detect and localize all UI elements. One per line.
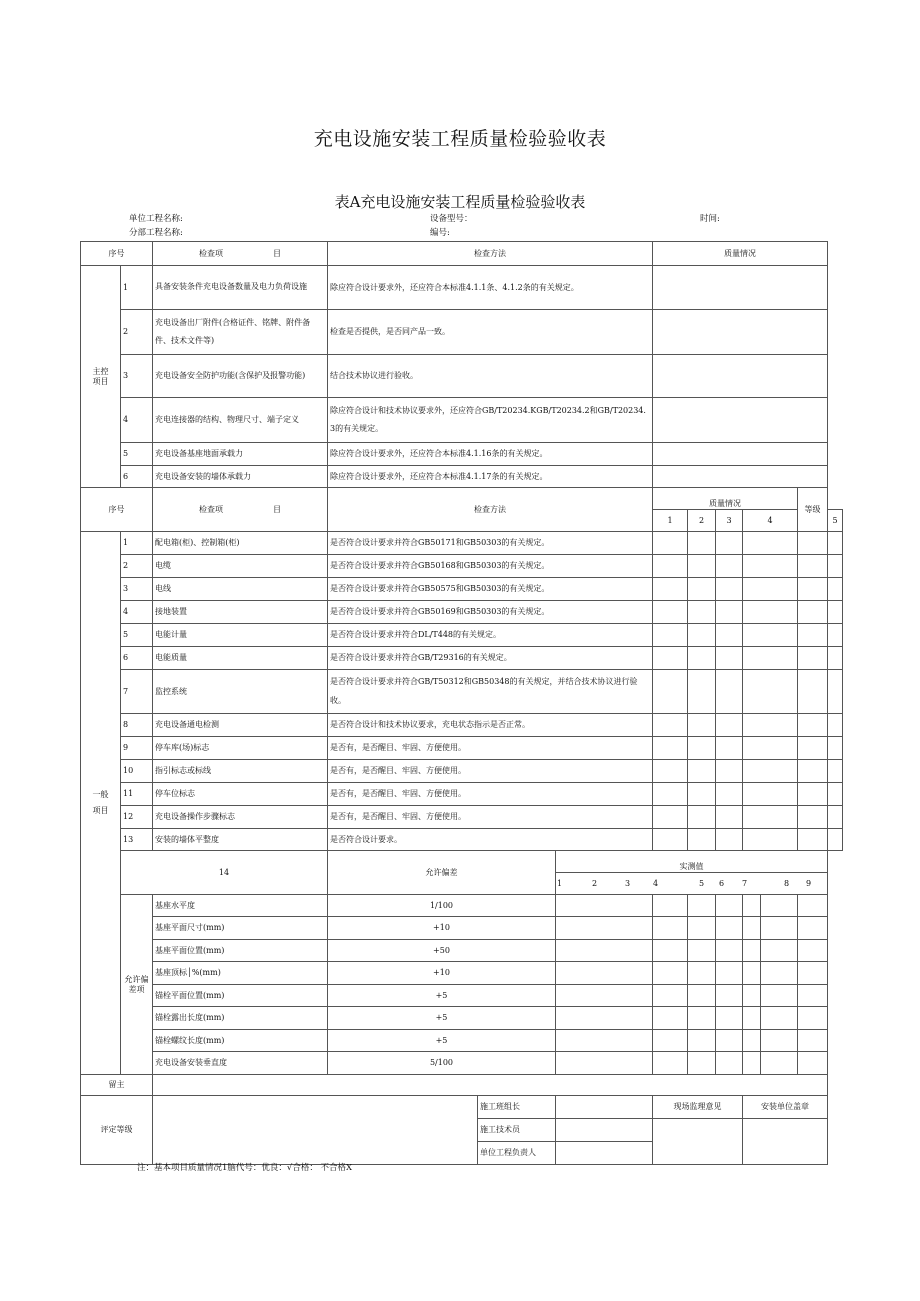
tolerance-value: 1/100: [328, 895, 556, 917]
item-cell: 电能质量: [153, 647, 328, 670]
table-row: [81, 670, 843, 714]
row-number: 5: [121, 624, 153, 647]
grade-cell[interactable]: [828, 806, 843, 829]
table-row: [81, 624, 843, 647]
grade-cell[interactable]: [828, 647, 843, 670]
quality-cell[interactable]: [653, 466, 828, 488]
measure-cell[interactable]: [653, 1030, 688, 1052]
header-method: 检查方法: [328, 488, 653, 532]
quality-cell[interactable]: [653, 443, 828, 466]
row-number: 9: [121, 737, 153, 760]
quality-cell[interactable]: [688, 624, 716, 647]
evaluation-row: [81, 1096, 843, 1119]
table-row: [81, 1007, 843, 1030]
measure-cell[interactable]: [653, 985, 688, 1007]
inspection-table: [80, 241, 843, 1165]
header-method: 检查方法: [328, 242, 653, 266]
row-number: 1: [121, 532, 153, 555]
unit-project-label: 单位工程名称:: [129, 214, 183, 224]
method-cell: 结合技术协议进行验收。: [328, 355, 653, 398]
method-cell: 检查是否提供，是否同产品一致。: [328, 310, 653, 355]
table-row: [81, 1052, 843, 1075]
quality-cell[interactable]: [653, 532, 688, 555]
evaluation-grade-cell[interactable]: [153, 1096, 478, 1165]
measure-cell[interactable]: [556, 962, 653, 985]
measure-cell[interactable]: [688, 962, 716, 985]
header-seq: 序号: [81, 242, 153, 266]
unit-leader-value[interactable]: [556, 1142, 653, 1165]
quality-cell[interactable]: [798, 760, 828, 783]
table-row: [81, 962, 843, 985]
quality-cell[interactable]: [798, 829, 828, 851]
supervision-header: 现场监理意见: [653, 1096, 743, 1119]
tolerance-value: +5: [328, 1030, 556, 1052]
item-cell: 电能计量: [153, 624, 328, 647]
grade-cell[interactable]: [828, 714, 843, 737]
remarks-label: 留主: [81, 1075, 153, 1096]
item-cell: 充电设备安装的墙体承载力: [153, 466, 328, 488]
method-cell: 除应符合设计要求外，还应符合本标准4.1.1条、4.1.2条的有关规定。: [328, 266, 653, 310]
measure-cell[interactable]: [688, 917, 716, 940]
grade-cell[interactable]: [828, 555, 843, 578]
tolerance-value: 5/100: [328, 1052, 556, 1075]
row-number: 13: [121, 829, 153, 851]
quality-cell[interactable]: [653, 310, 828, 355]
quality-cell[interactable]: [716, 532, 743, 555]
method-cell: 是否符合设计要求并符合GB/T50312和GB50348的有关规定，并结合技术协议进行验收。: [328, 670, 653, 714]
quality-cell[interactable]: [653, 760, 688, 783]
quality-cell[interactable]: [743, 532, 798, 555]
tolerance-number: 14: [121, 851, 328, 895]
measure-col-4: 4: [653, 879, 659, 888]
header-seq: 序号: [81, 488, 153, 532]
quality-cell[interactable]: [743, 601, 798, 624]
item-cell: 具备安装条件充电设备数量及电力负荷设施: [153, 266, 328, 310]
measure-cell[interactable]: [716, 985, 743, 1007]
quality-cell[interactable]: [688, 578, 716, 601]
item-cell: 锚栓露出长度(mm): [153, 1007, 328, 1030]
quality-cell[interactable]: [653, 829, 688, 851]
table-row: [81, 355, 843, 398]
main-control-group-label: 主控 项目: [81, 266, 121, 488]
remarks-cell[interactable]: [153, 1075, 828, 1096]
measure-cell[interactable]: [761, 895, 798, 917]
quality-cell[interactable]: [743, 624, 798, 647]
item-cell: 充电设备出厂附件(合格证件、铭牌、附件备件、技术文件等): [153, 310, 328, 355]
measure-cell[interactable]: [653, 1052, 688, 1075]
installer-seal-cell[interactable]: [743, 1119, 828, 1165]
table-row: [81, 555, 843, 578]
measure-cell[interactable]: [761, 1052, 798, 1075]
sub-project-label: 分部工程名称:: [129, 228, 183, 238]
row-number: 2: [121, 310, 153, 355]
measure-cell[interactable]: [798, 1030, 828, 1052]
quality-cell[interactable]: [688, 783, 716, 806]
table-row: [81, 532, 843, 555]
item-cell: 基座顶标│%(mm): [153, 962, 328, 985]
footnote: 注：基本项目质量情况1脑代号：优良：√合格： 不合格X: [137, 1163, 353, 1173]
table-row: [81, 443, 843, 466]
row-number: 4: [121, 398, 153, 443]
technician-label: 施工技术员: [478, 1119, 556, 1142]
quality-col-4: 4: [743, 510, 798, 532]
time-label: 时间:: [700, 214, 720, 224]
measure-cell[interactable]: [798, 985, 828, 1007]
quality-cell[interactable]: [653, 783, 688, 806]
measure-cell[interactable]: [743, 1052, 761, 1075]
team-leader-value[interactable]: [556, 1096, 653, 1119]
remarks-row: [81, 1075, 843, 1096]
measure-col-9: 9: [806, 879, 812, 888]
item-cell: 锚栓螺纹长度(mm): [153, 1030, 328, 1052]
table-row: [81, 760, 843, 783]
method-cell: 是否符合设计要求。: [328, 829, 653, 851]
measured-header: 实测值: [556, 851, 828, 873]
method-cell: 是否有，是否醒目、牢固、方便使用。: [328, 806, 653, 829]
evaluation-label: 评定等级: [81, 1096, 153, 1165]
quality-cell[interactable]: [716, 555, 743, 578]
quality-cell[interactable]: [653, 647, 688, 670]
measure-cell[interactable]: [653, 917, 688, 940]
grade-cell[interactable]: [828, 829, 843, 851]
header-item: 检查项 目: [153, 488, 328, 532]
row-number: 6: [121, 466, 153, 488]
measure-cell[interactable]: [653, 962, 688, 985]
measure-cell[interactable]: [716, 940, 743, 962]
measure-cell[interactable]: [688, 985, 716, 1007]
item-cell: 配电箱(柜)、控制箱(柜): [153, 532, 328, 555]
quality-cell[interactable]: [798, 806, 828, 829]
table-title: 表A充电设施安装工程质量检验验收表: [334, 193, 586, 211]
measure-cell[interactable]: [716, 962, 743, 985]
measure-cell[interactable]: [653, 940, 688, 962]
item-cell: 充电连接器的结构、物理尺寸、端子定义: [153, 398, 328, 443]
quality-cell[interactable]: [716, 624, 743, 647]
table-row: [81, 1030, 843, 1052]
tolerance-value: +10: [328, 962, 556, 985]
measure-cell[interactable]: [716, 1007, 743, 1030]
tolerance-value: +50: [328, 940, 556, 962]
table-row: [81, 895, 843, 917]
row-number: 10: [121, 760, 153, 783]
general-header-row: [81, 488, 843, 510]
item-cell: 电线: [153, 578, 328, 601]
method-cell: 是否符合设计要求并符合GB50171和GB50303的有关规定。: [328, 532, 653, 555]
tolerance-group-label: 允许偏 差项: [121, 895, 153, 1075]
method-cell: 除应符合设计要求外，还应符合本标准4.1.16条的有关规定。: [328, 443, 653, 466]
measure-cell[interactable]: [556, 917, 653, 940]
table-row: [81, 310, 843, 355]
item-cell: 监控系统: [153, 670, 328, 714]
grade-cell[interactable]: [828, 760, 843, 783]
measure-col-2: 2: [592, 879, 598, 888]
quality-cell[interactable]: [716, 829, 743, 851]
quality-cell[interactable]: [653, 266, 828, 310]
main-control-header-row: [81, 242, 843, 266]
quality-cell[interactable]: [743, 806, 798, 829]
measure-columns: [556, 873, 828, 895]
grade-cell[interactable]: [828, 601, 843, 624]
quality-cell[interactable]: [743, 714, 798, 737]
general-group-label: 一般 项目: [81, 532, 121, 1075]
measure-cell[interactable]: [743, 917, 761, 940]
measure-cell[interactable]: [688, 895, 716, 917]
method-cell: 除应符合设计要求外，还应符合本标准4.1.17条的有关规定。: [328, 466, 653, 488]
grade-cell[interactable]: [828, 783, 843, 806]
tolerance-header: 允许偏差: [328, 851, 556, 895]
quality-cell[interactable]: [743, 647, 798, 670]
quality-cell[interactable]: [798, 601, 828, 624]
item-cell: 基座平面尺寸(mm): [153, 917, 328, 940]
table-row: [81, 829, 843, 851]
measure-cell[interactable]: [761, 917, 798, 940]
quality-cell[interactable]: [798, 714, 828, 737]
item-cell: 基座水平度: [153, 895, 328, 917]
quality-col-2: 2: [688, 510, 716, 532]
method-cell: 是否有，是否醒目、牢固、方便使用。: [328, 760, 653, 783]
grade-cell[interactable]: [828, 578, 843, 601]
quality-cell[interactable]: [688, 737, 716, 760]
measure-cell[interactable]: [798, 1007, 828, 1030]
tolerance-value: +10: [328, 917, 556, 940]
measure-cell[interactable]: [556, 1007, 653, 1030]
measure-col-8: 8: [784, 879, 790, 888]
quality-cell[interactable]: [653, 670, 688, 714]
quality-cell[interactable]: [688, 806, 716, 829]
measure-cell[interactable]: [653, 895, 688, 917]
method-cell: 是否符合设计要求并符合GB50168和GB50303的有关规定。: [328, 555, 653, 578]
measure-cell[interactable]: [743, 895, 761, 917]
quality-cell[interactable]: [743, 760, 798, 783]
quality-cell[interactable]: [688, 647, 716, 670]
grade-cell[interactable]: [828, 737, 843, 760]
measure-cell[interactable]: [556, 940, 653, 962]
quality-cell[interactable]: [688, 714, 716, 737]
measure-cell[interactable]: [688, 1030, 716, 1052]
installer-seal-header: 安装单位盖章: [743, 1096, 828, 1119]
quality-cell[interactable]: [688, 555, 716, 578]
quality-cell[interactable]: [743, 783, 798, 806]
measure-cell[interactable]: [716, 895, 743, 917]
method-cell: 是否有，是否醒目、牢固、方便使用。: [328, 737, 653, 760]
measure-cell[interactable]: [798, 1052, 828, 1075]
quality-cell[interactable]: [798, 737, 828, 760]
measure-cell[interactable]: [761, 1007, 798, 1030]
item-cell: 电缆: [153, 555, 328, 578]
measure-cell[interactable]: [761, 1030, 798, 1052]
quality-cell[interactable]: [743, 578, 798, 601]
measure-cell[interactable]: [743, 962, 761, 985]
table-row: [81, 578, 843, 601]
quality-cell[interactable]: [798, 647, 828, 670]
table-row: [81, 714, 843, 737]
quality-cell[interactable]: [653, 624, 688, 647]
measure-col-6: 6: [719, 879, 725, 888]
quality-cell[interactable]: [716, 647, 743, 670]
item-cell: 指引标志或标线: [153, 760, 328, 783]
quality-cell[interactable]: [688, 532, 716, 555]
header-grade: 等级: [798, 488, 828, 532]
quality-cell[interactable]: [688, 601, 716, 624]
measure-cell[interactable]: [743, 1007, 761, 1030]
measure-cell[interactable]: [556, 1052, 653, 1075]
measure-cell[interactable]: [798, 917, 828, 940]
measure-cell[interactable]: [556, 985, 653, 1007]
method-cell: 是否符合设计要求并符合DL/T448的有关规定。: [328, 624, 653, 647]
header-quality: 质量情况: [653, 242, 828, 266]
grade-cell[interactable]: [828, 532, 843, 555]
measure-cell[interactable]: [798, 895, 828, 917]
row-number: 1: [121, 266, 153, 310]
measure-cell[interactable]: [743, 985, 761, 1007]
row-number: 11: [121, 783, 153, 806]
row-number: 3: [121, 355, 153, 398]
method-cell: 是否符合设计和技术协议要求，充电状态指示是否正常。: [328, 714, 653, 737]
quality-cell[interactable]: [653, 714, 688, 737]
quality-col-3: 3: [716, 510, 743, 532]
table-row: [81, 917, 843, 940]
tolerance-value: +5: [328, 985, 556, 1007]
measure-cell[interactable]: [653, 1007, 688, 1030]
measure-cell[interactable]: [798, 940, 828, 962]
quality-col-1: 1: [653, 510, 688, 532]
item-cell: 充电设备基座地面承载力: [153, 443, 328, 466]
quality-cell[interactable]: [716, 806, 743, 829]
table-row: [81, 466, 843, 488]
measure-cell[interactable]: [743, 940, 761, 962]
method-cell: 是否符合设计要求并符合GB50575和GB50303的有关规定。: [328, 578, 653, 601]
quality-cell[interactable]: [653, 806, 688, 829]
quality-cell[interactable]: [688, 670, 716, 714]
table-row: [81, 601, 843, 624]
measure-cell[interactable]: [556, 895, 653, 917]
measure-cell[interactable]: [761, 940, 798, 962]
item-cell: 停车位标志: [153, 783, 328, 806]
quality-col-5: 5: [828, 510, 843, 532]
measure-col-5: 5: [699, 879, 705, 888]
measure-cell[interactable]: [556, 1030, 653, 1052]
quality-cell[interactable]: [743, 737, 798, 760]
row-number: 12: [121, 806, 153, 829]
tolerance-value: +5: [328, 1007, 556, 1030]
table-row: [81, 806, 843, 829]
measure-cell[interactable]: [743, 1030, 761, 1052]
item-cell: 充电设备操作步骤标志: [153, 806, 328, 829]
item-cell: 充电设备安装垂直度: [153, 1052, 328, 1075]
measure-col-3: 3: [625, 879, 631, 888]
quality-cell[interactable]: [653, 578, 688, 601]
row-number: 6: [121, 647, 153, 670]
item-cell: 锚栓平面位置(mm): [153, 985, 328, 1007]
header-item: 检查项 目: [153, 242, 328, 266]
method-cell: 是否有，是否醒目、牢固、方便使用。: [328, 783, 653, 806]
item-cell: 安装的墙体平整度: [153, 829, 328, 851]
measure-cell[interactable]: [716, 917, 743, 940]
row-number: 3: [121, 578, 153, 601]
item-cell: 停车库(场)标志: [153, 737, 328, 760]
quality-cell[interactable]: [653, 555, 688, 578]
quality-cell[interactable]: [716, 578, 743, 601]
measure-col-1: 1: [557, 879, 563, 888]
quality-cell[interactable]: [798, 670, 828, 714]
quality-cell[interactable]: [743, 829, 798, 851]
item-cell: 充电设备通电检测: [153, 714, 328, 737]
technician-value[interactable]: [556, 1119, 653, 1142]
grade-cell[interactable]: [828, 670, 843, 714]
measure-cell[interactable]: [761, 985, 798, 1007]
supervision-cell[interactable]: [653, 1119, 743, 1165]
table-row: [81, 647, 843, 670]
row-number: 5: [121, 443, 153, 466]
measure-cell[interactable]: [798, 962, 828, 985]
quality-cell[interactable]: [716, 714, 743, 737]
method-cell: 是否符合设计要求并符合GB/T29316的有关规定。: [328, 647, 653, 670]
quality-cell[interactable]: [798, 555, 828, 578]
table-row: [81, 266, 843, 310]
measure-cell[interactable]: [716, 1052, 743, 1075]
quality-cell[interactable]: [798, 624, 828, 647]
grade-cell[interactable]: [828, 624, 843, 647]
measure-cell[interactable]: [688, 1007, 716, 1030]
quality-cell[interactable]: [653, 355, 828, 398]
quality-cell[interactable]: [743, 555, 798, 578]
quality-cell[interactable]: [798, 783, 828, 806]
quality-cell[interactable]: [688, 829, 716, 851]
table-row: [81, 985, 843, 1007]
quality-cell[interactable]: [716, 601, 743, 624]
measure-cell[interactable]: [716, 1030, 743, 1052]
quality-cell[interactable]: [798, 578, 828, 601]
measure-cell[interactable]: [688, 1052, 716, 1075]
quality-cell[interactable]: [716, 760, 743, 783]
row-number: 2: [121, 555, 153, 578]
method-cell: 除应符合设计和技术协议要求外，还应符合GB/T20234.KGB/T20234.2和GB/T20234.3的有关规定。: [328, 398, 653, 443]
quality-cell[interactable]: [716, 670, 743, 714]
item-cell: 接地装置: [153, 601, 328, 624]
quality-cell[interactable]: [653, 737, 688, 760]
row-number: 8: [121, 714, 153, 737]
quality-cell[interactable]: [688, 760, 716, 783]
quality-cell[interactable]: [653, 601, 688, 624]
device-model-label: 设备型号：: [430, 214, 473, 224]
header-quality: 质量情况: [653, 488, 798, 510]
quality-cell[interactable]: [798, 532, 828, 555]
measure-cell[interactable]: [761, 962, 798, 985]
quality-cell[interactable]: [716, 737, 743, 760]
measure-col-7: 7: [742, 879, 748, 888]
tolerance-header-row: [81, 851, 843, 873]
table-row: [81, 398, 843, 443]
team-leader-label: 施工班组长: [478, 1096, 556, 1119]
quality-cell[interactable]: [653, 398, 828, 443]
row-number: 4: [121, 601, 153, 624]
measure-cell[interactable]: [688, 940, 716, 962]
item-cell: 基座平面位置(mm): [153, 940, 328, 962]
table-row: [81, 783, 843, 806]
quality-cell[interactable]: [716, 783, 743, 806]
table-row: [81, 940, 843, 962]
item-cell: 充电设备安全防护功能(含保护及报警功能): [153, 355, 328, 398]
serial-label: 编号:: [430, 228, 450, 238]
table-row: [81, 737, 843, 760]
method-cell: 是否符合设计要求并符合GB50169和GB50303的有关规定。: [328, 601, 653, 624]
quality-cell[interactable]: [743, 670, 798, 714]
unit-leader-label: 单位工程负责人: [478, 1142, 556, 1165]
row-number: 7: [121, 670, 153, 714]
page-title: 充电设施安装工程质量检验验收表: [313, 128, 607, 150]
